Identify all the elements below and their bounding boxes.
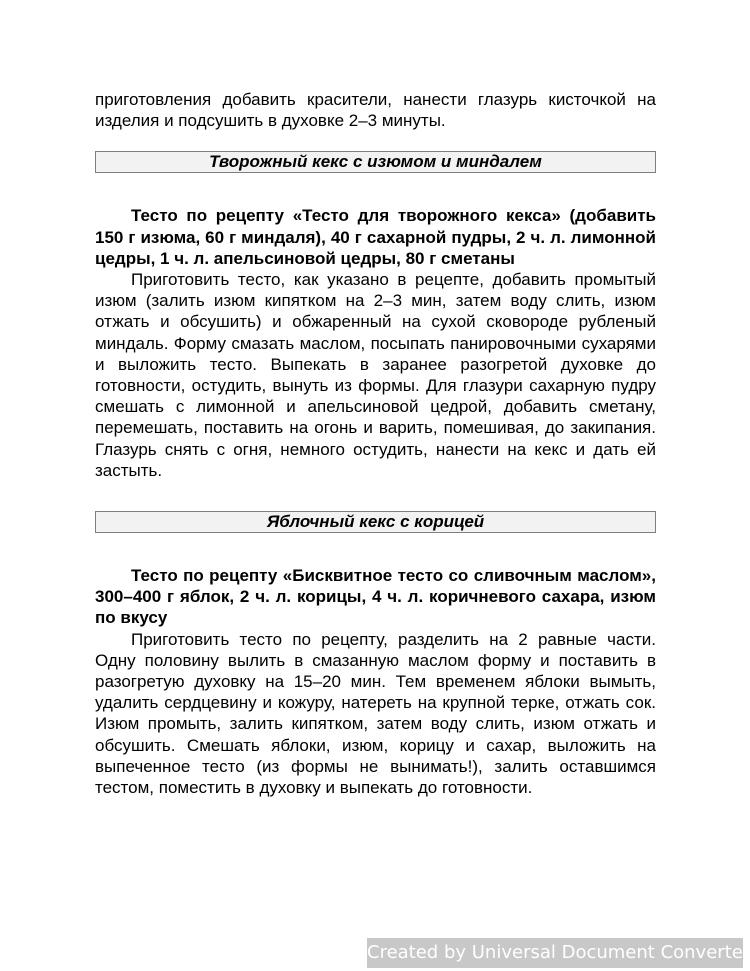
recipe-title-cottage-cheese-cake: Творожный кекс с изюмом и миндалем [95, 151, 656, 173]
recipe-title-apple-cake: Яблочный кекс с корицей [95, 511, 656, 533]
recipe-ingredients-cottage-cheese-cake: Тесто по рецепту «Тесто для творожного кекса» (добавить 150 г изюма, 60 г миндаля), 40 г сахарной пудры, 2 ч. л. лимонной цедры, 1 ч. л. апельсиновой цедры, 80 г сметаны [95, 206, 656, 268]
recipe-instructions-cottage-cheese-cake: Приготовить тесто, как указано в рецепте, добавить промытый изюм (залить изюм кипятком на 2–3 мин, затем воду слить, изюм отжать и обсушить) и обжаренный на сухой сковороде рубленый миндаль. Форму смазать маслом, посыпать панировочными сухарями и выложить тесто. Выпекать в заранее разогретой духовке до готовности, остудить, вынуть из формы. Для глазури сахарную пудру смешать с лимонной и апельсиновой цедрой, добавить сметану, перемешать, поставить на огонь и варить, помешивая, до закипания. Глазурь снять с огня, немного остудить, нанести на кекс и дать ей застыть. [95, 270, 656, 480]
watermark-banner: Created by Universal Document Converter [367, 938, 743, 968]
document-page [95, 89, 656, 798]
recipe-instructions-apple-cake: Приготовить тесто по рецепту, разделить на 2 равные части. Одну половину вылить в смазанную маслом форму и поставить в разогретую духовку на 15–20 мин. Тем временем яблоки вымыть, удалить сердцевину и кожуру, натереть на крупной терке, отжать сок. Изюм промыть, залить кипятком, затем воду слить, изюм отжать и обсушить. Смешать яблоки, изюм, корицу и сахар, выложить на выпеченное тесто (из формы не вынимать!), залить оставшимся тестом, поместить в духовку и выпекать до готовности. [95, 629, 656, 798]
recipe-ingredients-apple-cake: Тесто по рецепту «Бисквитное тесто со сливочным маслом», 300–400 г яблок, 2 ч. л. корицы, 4 ч. л. коричневого сахара, изюм по вкусу [95, 566, 656, 628]
intro-paragraph: приготовления добавить красители, нанести глазурь кисточкой на изделия и подсушить в духовке 2–3 минуты. [95, 90, 656, 131]
